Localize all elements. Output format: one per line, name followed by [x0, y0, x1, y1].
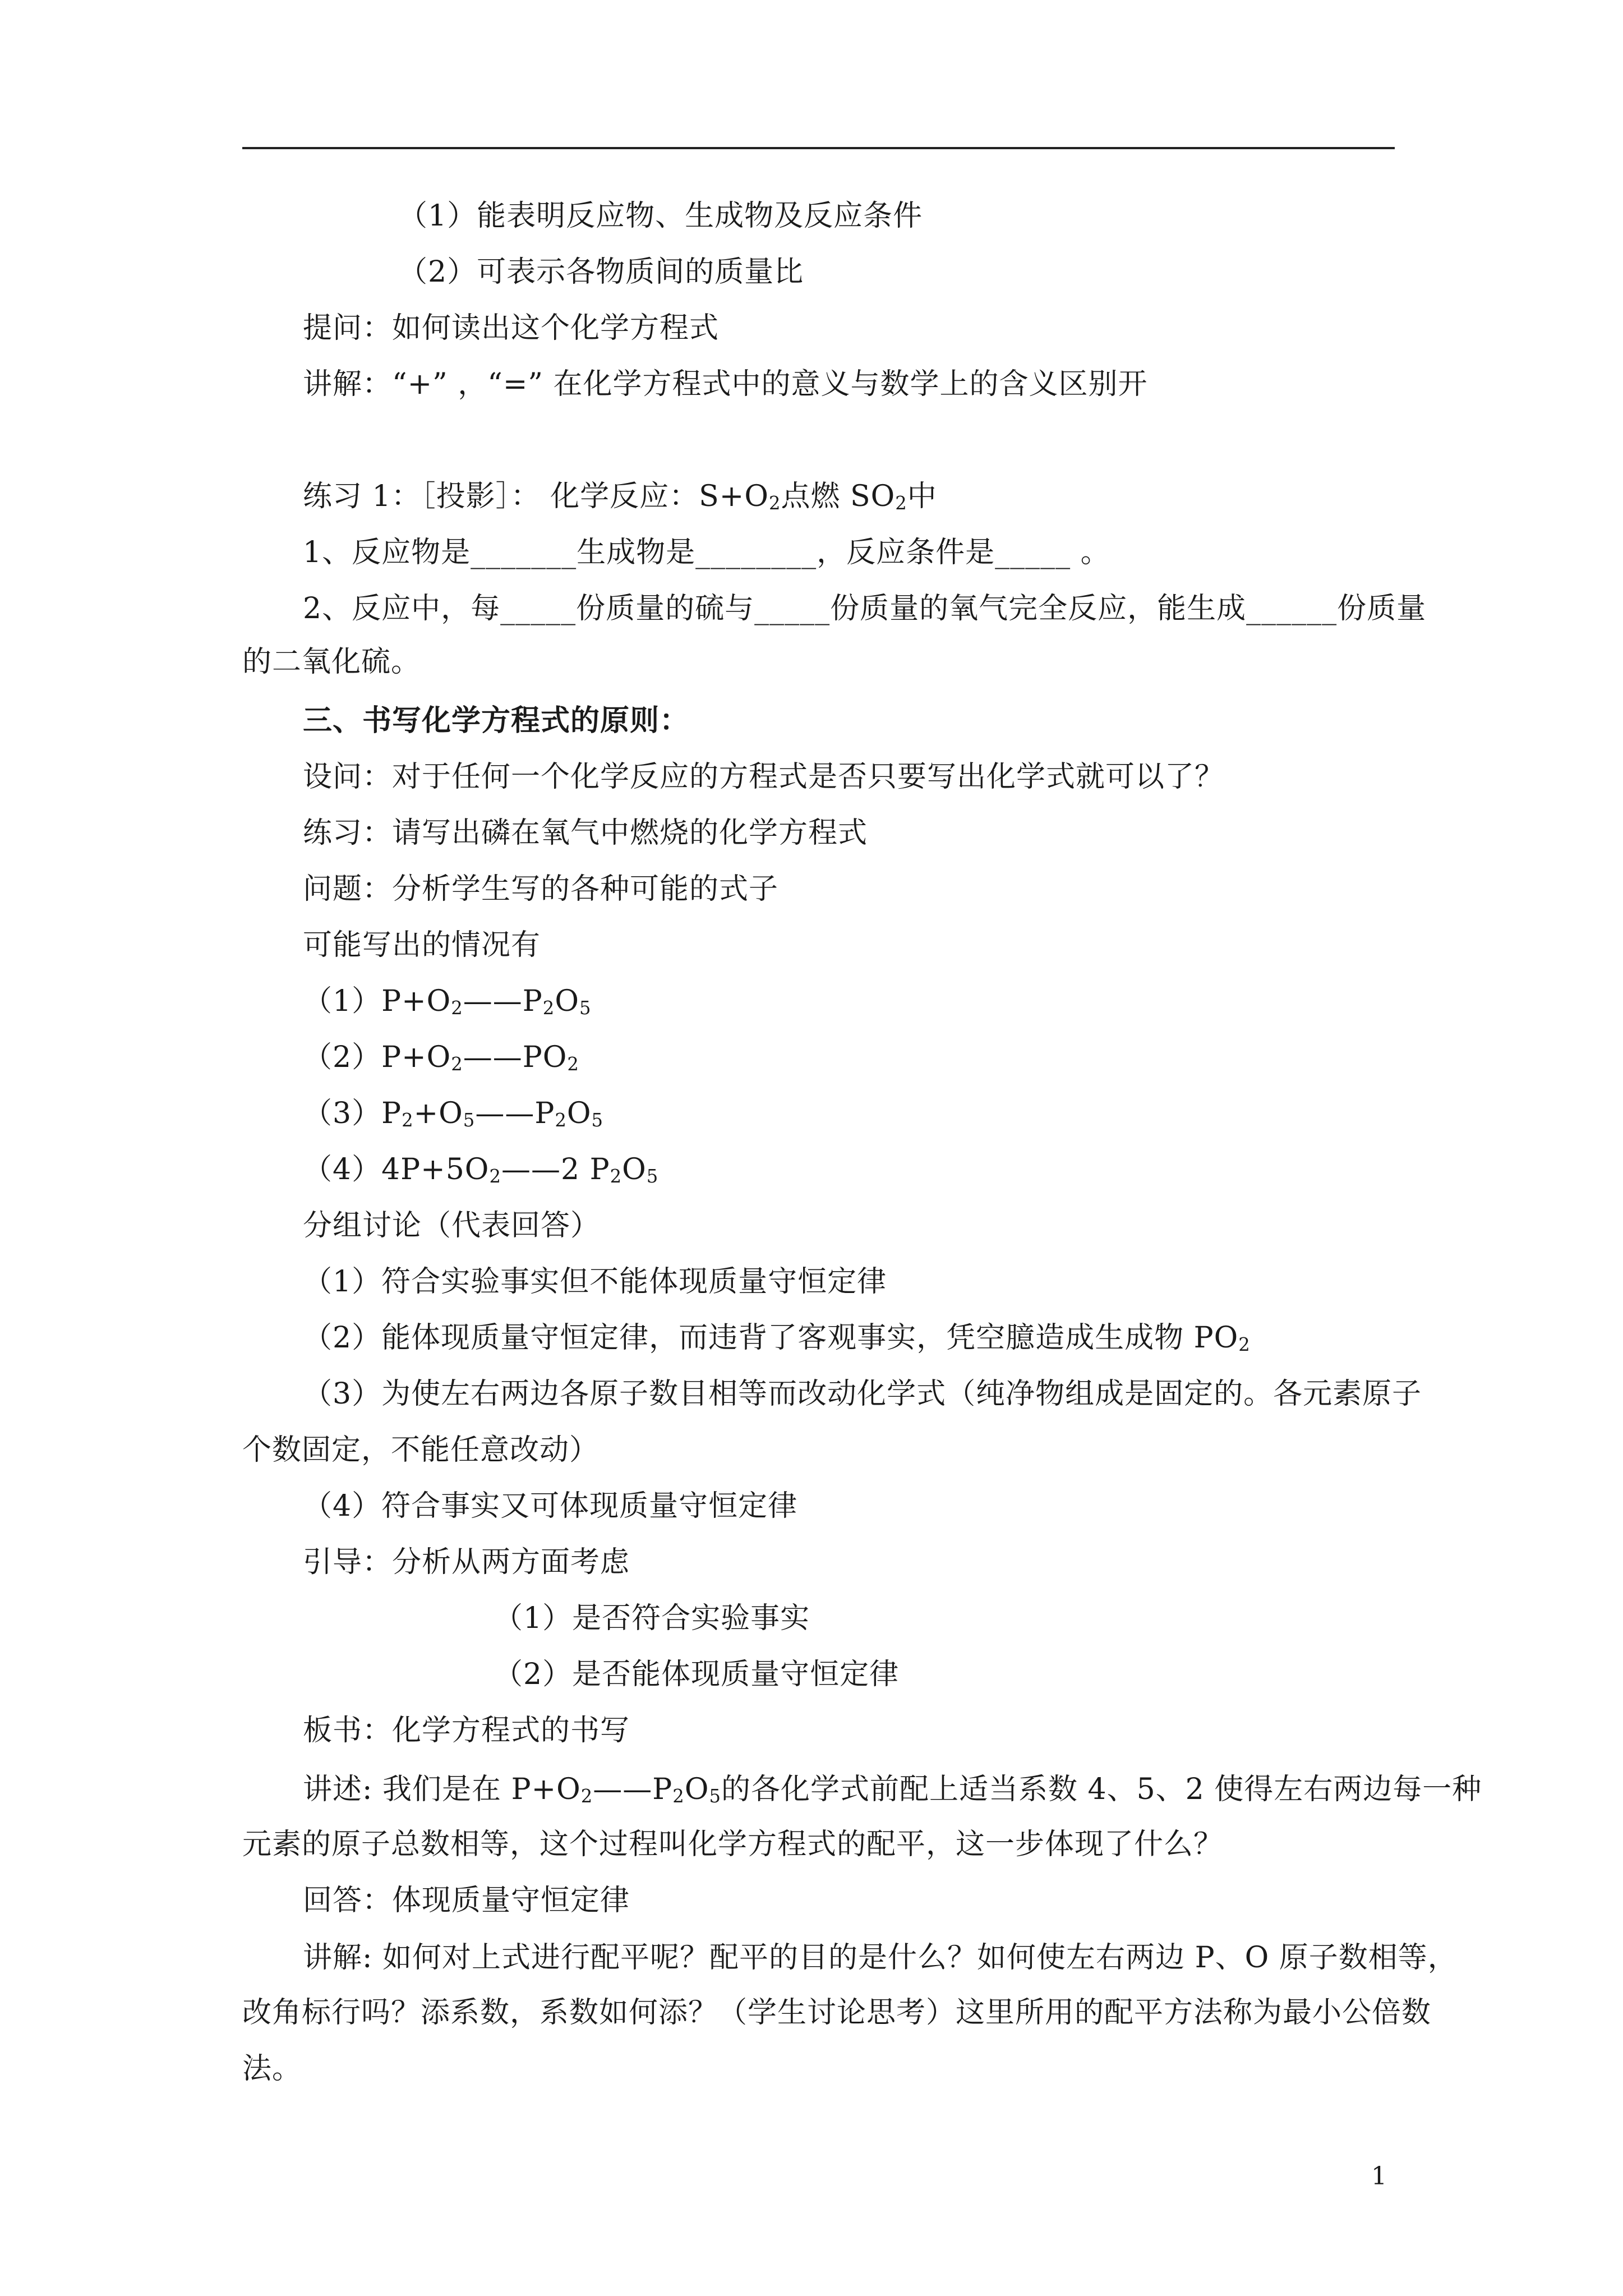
text-line-formula: （2）能体现质量守恒定律，而违背了客观事实，凭空臆造成生成物 $PO_2$: [303, 1321, 1251, 1355]
text-line: （2）可表示各物质间的质量比: [398, 255, 804, 289]
text-line: 1、反应物是_______生成物是________，反应条件是_____ 。: [303, 536, 1110, 569]
formula-line: $(1)P+O_2——P_2O_5$: [303, 984, 592, 1019]
text-line: 改角标行吗？添系数，系数如何添？（学生讨论思考）这里所用的配平方法称为最小公倍数: [242, 1996, 1432, 2030]
text-line: 讲解: 如何对上式进行配平呢？配平的目的是什么？如何使左右两边 P、O 原子数相等，: [303, 1941, 1458, 1975]
text-line-formula: 讲述: 我们是在 $P+O_2——P_2O_5$的各化学式前配上适当系数 4、5、2 使得左右两边每一种: [303, 1773, 1482, 1807]
text-line: （1）符合实验事实但不能体现质量守恒定律: [303, 1265, 887, 1299]
text-line: 元素的原子总数相等，这个过程叫化学方程式的配平，这一步体现了什么？: [242, 1828, 1224, 1861]
text-line: （3）为使左右两边各原子数目相等而改动化学式（纯净物组成是固定的。各元素原子: [303, 1377, 1422, 1411]
text-line: 回答：体现质量守恒定律: [303, 1884, 630, 1917]
header-rule: [242, 147, 1395, 149]
page-number: 1: [1371, 2162, 1387, 2191]
text-line: 设问：对于任何一个化学反应的方程式是否只要写出化学式就可以了？: [303, 760, 1225, 794]
section-heading: 三、书写化学方程式的原则：: [303, 703, 690, 738]
text-line: （1）能表明反应物、生成物及反应条件: [398, 199, 923, 233]
formula-line: $(3)P_2+O_5——P_2O_5$: [303, 1097, 603, 1131]
text-line: 法。: [242, 2052, 302, 2086]
text-line: 提问：如何读出这个化学方程式: [303, 311, 720, 345]
text-line: 引导：分析从两方面考虑: [303, 1545, 630, 1579]
text-line: 讲解：“+” ，“=” 在化学方程式中的意义与数学上的含义区别开: [303, 367, 1148, 401]
text-line: 板书：化学方程式的书写: [303, 1714, 630, 1747]
formula-line: $(4)4P+5O_2——2$ $P_2O_5$: [303, 1153, 659, 1187]
text-line: （1）是否符合实验事实: [494, 1602, 810, 1635]
text-line: 可能写出的情况有: [303, 928, 541, 962]
formula-line: $(2)P+O_2——PO_2$: [303, 1041, 579, 1075]
text-line: 的二氧化硫。: [242, 645, 421, 679]
text-line: 练习：请写出磷在氧气中燃烧的化学方程式: [303, 816, 868, 850]
text-line: 2、反应中，每_____份质量的硫与_____份质量的氧气完全反应，能生成______份质量: [303, 592, 1427, 625]
text-line: 个数固定，不能任意改动）: [242, 1433, 600, 1467]
text-line: （2）是否能体现质量守恒定律: [494, 1658, 900, 1691]
text-line: 分组讨论（代表回答）: [303, 1209, 601, 1243]
text-line-formula: 练习 1：［投影］： 化学反应：$S+O_2$点燃 $SO_2$中: [303, 480, 937, 514]
text-line: （4）符合事实又可体现质量守恒定律: [303, 1489, 798, 1523]
text-line: 问题：分析学生写的各种可能的式子: [303, 872, 779, 906]
